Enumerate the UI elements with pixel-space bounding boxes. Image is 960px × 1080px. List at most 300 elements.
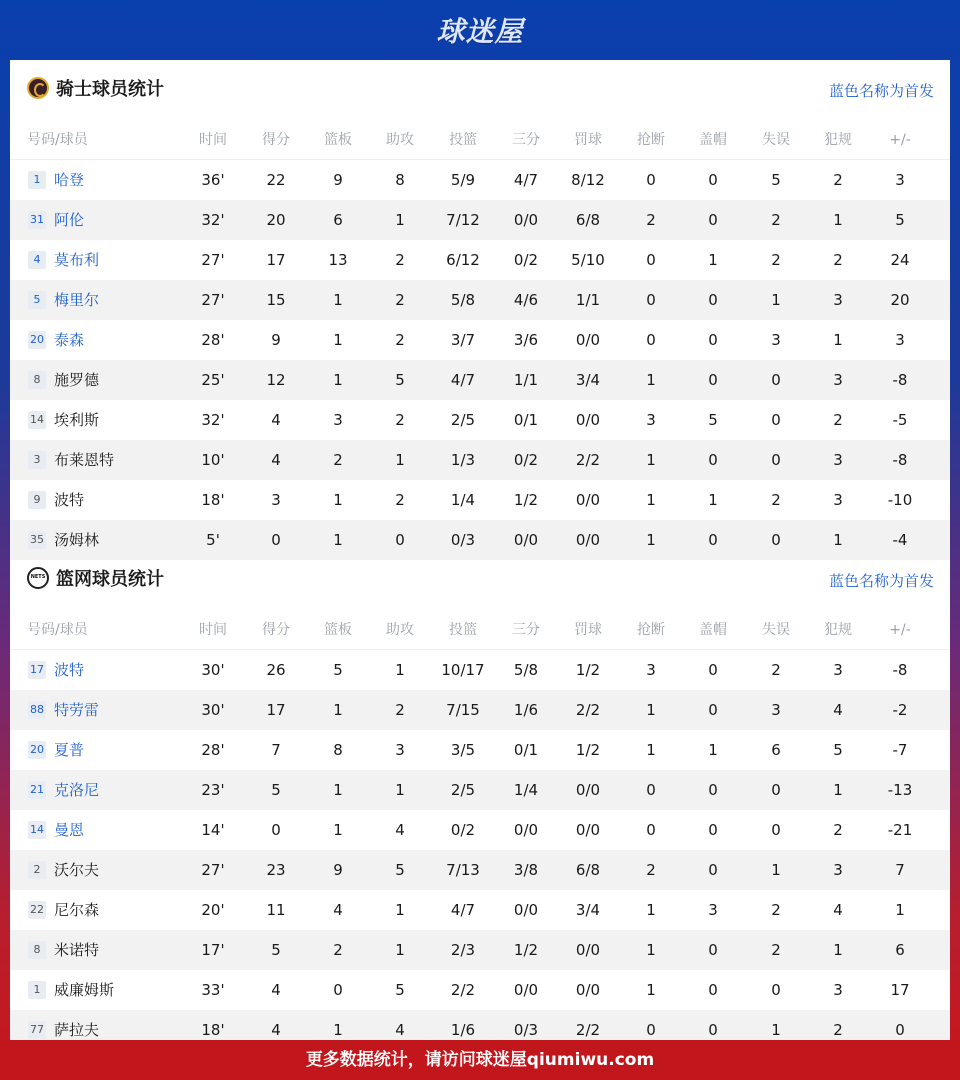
stat-cell: 0 — [771, 781, 781, 799]
stat-cell: 3/8 — [513, 861, 539, 879]
stat-cell: 3 — [646, 661, 656, 679]
stat-cell: 0/0 — [575, 531, 601, 549]
stat-cell: 14' — [201, 821, 225, 839]
player-row — [10, 360, 950, 400]
stat-cell: 7/15 — [446, 701, 480, 719]
stat-cell: 28' — [201, 741, 225, 759]
stat-cell: 0 — [708, 661, 718, 679]
site-logo: 球迷屋 — [436, 15, 524, 48]
column-header: 三分 — [512, 622, 540, 638]
stat-cell: 3 — [895, 171, 905, 189]
stat-cell: -8 — [892, 371, 908, 389]
jersey-number-badge: 1 — [28, 171, 46, 189]
stat-cell: 1 — [646, 981, 656, 999]
player-row — [10, 690, 950, 730]
column-header-player: 号码/球员 — [27, 622, 88, 638]
stat-cell: 0 — [708, 941, 718, 959]
stat-cell: 0 — [646, 1021, 656, 1039]
stat-cell: 1 — [333, 291, 343, 309]
stat-cell: 17 — [266, 701, 286, 719]
stat-cell: 27' — [201, 251, 225, 269]
player-row — [10, 480, 950, 520]
stat-cell: 1 — [333, 1021, 343, 1039]
stat-cell: 2/2 — [575, 1021, 601, 1039]
stat-cell: 2 — [833, 171, 843, 189]
stat-cell: 28' — [201, 331, 225, 349]
stat-cell: 1 — [833, 531, 843, 549]
stat-cell: 2 — [833, 821, 843, 839]
stat-cell: 18' — [201, 1021, 225, 1039]
stat-cell: 1 — [333, 531, 343, 549]
stat-cell: 8/12 — [571, 171, 605, 189]
stat-cell: 8 — [333, 741, 343, 759]
stat-cell: 27' — [201, 291, 225, 309]
jersey-number-badge: 1 — [28, 981, 46, 999]
stat-cell: 1 — [833, 781, 843, 799]
stat-cell: 0/0 — [575, 981, 601, 999]
player-name[interactable]: 沃尔夫 — [54, 861, 100, 879]
stat-cell: 26 — [266, 661, 286, 679]
stat-cell: 1/4 — [450, 491, 476, 509]
stat-cell: 1/6 — [450, 1021, 476, 1039]
column-header: 罚球 — [574, 132, 602, 148]
stat-cell: 5' — [206, 531, 220, 549]
stat-cell: 0 — [771, 531, 781, 549]
column-header: 投篮 — [449, 132, 477, 148]
stat-cell: 0 — [708, 291, 718, 309]
column-header-player: 号码/球员 — [27, 132, 88, 148]
stat-cell: 3 — [833, 661, 843, 679]
jersey-number-badge: 20 — [28, 331, 46, 349]
player-name[interactable]: 波特 — [54, 491, 85, 509]
stat-cell: 10' — [201, 451, 225, 469]
column-header: +/- — [889, 132, 911, 148]
stat-cell: 2 — [395, 411, 405, 429]
jersey-number-badge: 35 — [28, 531, 46, 549]
stat-cell: 0 — [646, 291, 656, 309]
stat-cell: 3 — [646, 411, 656, 429]
stat-cell: 0 — [895, 1021, 905, 1039]
section-header — [10, 550, 950, 610]
stat-cell: 22 — [266, 171, 286, 189]
player-row — [10, 320, 950, 360]
stat-cell: 5 — [333, 661, 343, 679]
stat-cell: 1 — [395, 211, 405, 229]
player-name[interactable]: 泰森 — [54, 331, 85, 349]
stat-cell: 0 — [708, 861, 718, 879]
stat-cell: 3 — [833, 861, 843, 879]
stat-cell: 4 — [333, 901, 343, 919]
stat-cell: 1 — [333, 491, 343, 509]
player-row — [10, 240, 950, 280]
stat-cell: 3/4 — [575, 901, 601, 919]
stat-cell: 3 — [271, 491, 281, 509]
stat-cell: 2/2 — [450, 981, 476, 999]
stat-cell: 4 — [395, 1021, 405, 1039]
stat-cell: 2 — [395, 701, 405, 719]
stat-cell: 3 — [895, 331, 905, 349]
team-title: 骑士球员统计 — [56, 79, 164, 100]
stat-cell: 5/9 — [450, 171, 476, 189]
player-name[interactable]: 夏普 — [54, 741, 85, 759]
stat-cell: 0 — [708, 451, 718, 469]
stat-cell: 5 — [771, 171, 781, 189]
stat-cell: -8 — [892, 451, 908, 469]
player-row — [10, 930, 950, 970]
stat-cell: 0 — [771, 981, 781, 999]
stat-cell: 30' — [201, 701, 225, 719]
stat-cell: 2 — [333, 451, 343, 469]
stat-cell: 0 — [646, 781, 656, 799]
stat-cell: 3/6 — [513, 331, 539, 349]
stat-cell: 4/7 — [513, 171, 539, 189]
column-header: 篮板 — [324, 622, 352, 638]
stat-cell: 0 — [708, 531, 718, 549]
stat-cell: 2 — [771, 901, 781, 919]
stat-cell: 1 — [333, 371, 343, 389]
stat-cell: 0/0 — [575, 411, 601, 429]
stat-cell: 0 — [708, 331, 718, 349]
stat-cell: 1/3 — [450, 451, 476, 469]
jersey-number-badge: 8 — [28, 941, 46, 959]
stat-cell: 2 — [395, 251, 405, 269]
stat-cell: 3 — [833, 371, 843, 389]
stat-cell: 0/0 — [575, 331, 601, 349]
stat-cell: 9 — [333, 171, 343, 189]
stat-cell: 7 — [895, 861, 905, 879]
stat-cell: 3 — [833, 981, 843, 999]
stat-cell: 1 — [333, 781, 343, 799]
jersey-number-badge: 8 — [28, 371, 46, 389]
column-header: 三分 — [512, 132, 540, 148]
stat-cell: 0/0 — [575, 491, 601, 509]
player-name[interactable]: 威廉姆斯 — [54, 981, 115, 999]
stat-cell: 0 — [395, 531, 405, 549]
stat-cell: 0/0 — [513, 821, 539, 839]
player-row — [10, 160, 950, 200]
player-row — [10, 810, 950, 850]
stat-cell: 1/2 — [575, 741, 601, 759]
player-row — [10, 890, 950, 930]
stat-cell: 18' — [201, 491, 225, 509]
player-row — [10, 400, 950, 440]
stat-cell: 1 — [771, 291, 781, 309]
player-name[interactable]: 梅里尔 — [54, 291, 100, 309]
jersey-number-badge: 77 — [28, 1021, 46, 1039]
stat-cell: 2/5 — [450, 781, 476, 799]
stat-cell: 5/10 — [571, 251, 605, 269]
stat-cell: -10 — [887, 491, 913, 509]
stat-cell: 1 — [333, 821, 343, 839]
stat-cell: 0 — [771, 371, 781, 389]
stat-cell: 17 — [890, 981, 910, 999]
jersey-number-badge: 22 — [28, 901, 46, 919]
stat-cell: 25' — [201, 371, 225, 389]
stat-cell: 36' — [201, 171, 225, 189]
stat-cell: 0 — [708, 371, 718, 389]
stat-cell: 6 — [771, 741, 781, 759]
nets-logo-icon — [27, 567, 49, 589]
player-name[interactable]: 波特 — [54, 661, 85, 679]
column-header: 抢断 — [637, 622, 665, 638]
stat-cell: 8 — [395, 171, 405, 189]
jersey-number-badge: 2 — [28, 861, 46, 879]
stat-cell: 4 — [833, 701, 843, 719]
jersey-number-badge: 5 — [28, 291, 46, 309]
stat-cell: 23' — [201, 781, 225, 799]
jersey-number-badge: 31 — [28, 211, 46, 229]
column-header: 篮板 — [324, 132, 352, 148]
stat-cell: 0 — [771, 411, 781, 429]
player-row — [10, 650, 950, 690]
stat-cell: 5 — [395, 981, 405, 999]
stat-cell: 4 — [395, 821, 405, 839]
stat-cell: 1 — [395, 941, 405, 959]
stat-cell: 4/7 — [450, 371, 476, 389]
jersey-number-badge: 17 — [28, 661, 46, 679]
column-header: 投篮 — [449, 622, 477, 638]
stat-cell: 3/7 — [450, 331, 476, 349]
stats-table — [10, 610, 950, 1050]
stat-cell: -4 — [892, 531, 908, 549]
stat-cell: 1/1 — [575, 291, 601, 309]
stat-cell: 2 — [646, 861, 656, 879]
stat-cell: 2 — [333, 941, 343, 959]
stat-cell: 0 — [771, 451, 781, 469]
column-header: 时间 — [199, 622, 227, 638]
stat-cell: 3 — [833, 451, 843, 469]
stat-cell: -5 — [892, 411, 908, 429]
stat-cell: -2 — [892, 701, 908, 719]
stat-cell: 5 — [833, 741, 843, 759]
stat-cell: 2 — [833, 1021, 843, 1039]
stat-cell: 1 — [833, 211, 843, 229]
stat-cell: 15 — [266, 291, 286, 309]
stat-cell: 4 — [271, 981, 281, 999]
stat-cell: 33' — [201, 981, 225, 999]
stat-cell: 1 — [395, 901, 405, 919]
jersey-number-badge: 88 — [28, 701, 46, 719]
stat-cell: 1 — [646, 941, 656, 959]
stat-cell: 0 — [708, 211, 718, 229]
column-header: 犯规 — [824, 622, 852, 638]
stat-cell: 23 — [266, 861, 286, 879]
stat-cell: 3/5 — [450, 741, 476, 759]
stat-cell: 1/2 — [513, 941, 539, 959]
table-header-row — [10, 610, 950, 650]
stat-cell: 0/0 — [575, 941, 601, 959]
stat-cell: 13 — [328, 251, 348, 269]
stat-cell: 1 — [646, 491, 656, 509]
jersey-number-badge: 21 — [28, 781, 46, 799]
stat-cell: 5/8 — [450, 291, 476, 309]
stat-cell: 1 — [333, 331, 343, 349]
player-name[interactable]: 萨拉夫 — [54, 1021, 100, 1039]
stat-cell: 17 — [266, 251, 286, 269]
stat-cell: 2 — [771, 491, 781, 509]
column-header: 犯规 — [824, 132, 852, 148]
stat-cell: 3 — [833, 491, 843, 509]
stat-cell: 3 — [395, 741, 405, 759]
stat-cell: 1 — [395, 451, 405, 469]
stat-cell: 1/4 — [513, 781, 539, 799]
stat-cell: 5/8 — [513, 661, 539, 679]
jersey-number-badge: 3 — [28, 451, 46, 469]
stat-cell: 0 — [646, 821, 656, 839]
player-name[interactable]: 阿伦 — [54, 211, 85, 229]
stat-cell: 2 — [833, 251, 843, 269]
stat-cell: 0/1 — [513, 741, 539, 759]
table-header-row — [10, 120, 950, 160]
stat-cell: 2 — [395, 291, 405, 309]
player-name[interactable]: 哈登 — [54, 171, 85, 189]
jersey-number-badge: 4 — [28, 251, 46, 269]
stat-cell: 4 — [271, 411, 281, 429]
stat-cell: 7/12 — [446, 211, 480, 229]
stat-cell: 11 — [266, 901, 286, 919]
stat-cell: 0/2 — [513, 251, 539, 269]
stat-cell: 0 — [708, 821, 718, 839]
stat-cell: 2 — [395, 491, 405, 509]
stat-cell: 4 — [271, 451, 281, 469]
stat-cell: 6 — [333, 211, 343, 229]
player-name[interactable]: 布莱恩特 — [54, 451, 115, 469]
stat-cell: 1/1 — [513, 371, 539, 389]
stat-cell: 0 — [708, 1021, 718, 1039]
stat-cell: 5 — [895, 211, 905, 229]
stat-cell: 6 — [895, 941, 905, 959]
stat-cell: 32' — [201, 411, 225, 429]
stat-cell: -13 — [887, 781, 913, 799]
stat-cell: 1 — [708, 251, 718, 269]
stat-cell: 0 — [333, 981, 343, 999]
stat-cell: 0/3 — [513, 1021, 539, 1039]
stat-cell: 2/5 — [450, 411, 476, 429]
stat-cell: 0 — [708, 981, 718, 999]
stat-cell: 0 — [646, 331, 656, 349]
stat-cell: 0/0 — [513, 211, 539, 229]
player-name[interactable]: 特劳雷 — [54, 701, 100, 719]
stat-cell: 1 — [395, 661, 405, 679]
section-header — [10, 60, 950, 120]
stats-card — [10, 60, 950, 1040]
stat-cell: -21 — [887, 821, 913, 839]
stat-cell: 20 — [266, 211, 286, 229]
stat-cell: 1 — [646, 371, 656, 389]
stat-cell: 0 — [708, 781, 718, 799]
player-row — [10, 280, 950, 320]
player-row — [10, 440, 950, 480]
stat-cell: 12 — [266, 371, 286, 389]
stat-cell: 2 — [395, 331, 405, 349]
player-name[interactable]: 莫布利 — [54, 251, 100, 269]
stat-cell: 5 — [395, 861, 405, 879]
player-row — [10, 970, 950, 1010]
stat-cell: 9 — [271, 331, 281, 349]
stat-cell: 1/6 — [513, 701, 539, 719]
stats-table — [10, 120, 950, 560]
stat-cell: -7 — [892, 741, 908, 759]
stat-cell: 4 — [833, 901, 843, 919]
player-name[interactable]: 埃利斯 — [54, 411, 100, 429]
stat-cell: 5 — [271, 781, 281, 799]
stat-cell: 1 — [833, 331, 843, 349]
stat-cell: 1 — [646, 531, 656, 549]
column-header: 失误 — [762, 132, 790, 148]
stat-cell: 2 — [771, 661, 781, 679]
stat-cell: 4 — [271, 1021, 281, 1039]
player-name[interactable]: 米诺特 — [54, 941, 100, 959]
stat-cell: 0/0 — [575, 781, 601, 799]
player-name[interactable]: 施罗德 — [54, 371, 100, 389]
player-row — [10, 200, 950, 240]
stat-cell: 0/0 — [513, 981, 539, 999]
stat-cell: 0/0 — [513, 531, 539, 549]
stat-cell: 5 — [708, 411, 718, 429]
stat-cell: 1 — [395, 781, 405, 799]
player-name[interactable]: 尼尔森 — [54, 901, 100, 919]
column-header: 时间 — [199, 132, 227, 148]
stat-cell: 1 — [646, 741, 656, 759]
stat-cell: 1 — [708, 491, 718, 509]
stat-cell: 0/3 — [450, 531, 476, 549]
stat-cell: 1/2 — [513, 491, 539, 509]
stat-cell: 0/2 — [513, 451, 539, 469]
stat-cell: 0/2 — [450, 821, 476, 839]
team-title: 篮网球员统计 — [56, 569, 164, 590]
player-name[interactable]: 克洛尼 — [54, 781, 100, 799]
cavaliers-logo-icon — [27, 77, 49, 99]
column-header: 助攻 — [386, 622, 414, 638]
nets-stats-section — [10, 550, 950, 1050]
stat-cell: 0 — [708, 171, 718, 189]
stat-cell: 0 — [646, 171, 656, 189]
stat-cell: 1 — [771, 861, 781, 879]
footer-banner[interactable]: 更多数据统计，请访问球迷屋qiumiwu.com — [0, 1040, 960, 1080]
stat-cell: 4/6 — [513, 291, 539, 309]
stat-cell: 0 — [771, 821, 781, 839]
stat-cell: 3/4 — [575, 371, 601, 389]
stat-cell: 7 — [271, 741, 281, 759]
stat-cell: 32' — [201, 211, 225, 229]
column-header: 助攻 — [386, 132, 414, 148]
jersey-number-badge: 14 — [28, 821, 46, 839]
stat-cell: 0/1 — [513, 411, 539, 429]
stat-cell: 27' — [201, 861, 225, 879]
stat-cell: 2/3 — [450, 941, 476, 959]
stat-cell: 2 — [771, 941, 781, 959]
column-header: +/- — [889, 622, 911, 638]
stat-cell: 0 — [271, 821, 281, 839]
stat-cell: 0 — [646, 251, 656, 269]
stat-cell: 6/8 — [575, 861, 601, 879]
player-row — [10, 730, 950, 770]
stat-cell: 17' — [201, 941, 225, 959]
stat-cell: 2 — [771, 211, 781, 229]
stat-cell: 20' — [201, 901, 225, 919]
column-header: 得分 — [262, 622, 290, 638]
stat-cell: 3 — [833, 291, 843, 309]
stat-cell: 3 — [333, 411, 343, 429]
player-name[interactable]: 汤姆林 — [54, 531, 100, 549]
stat-cell: 20 — [890, 291, 910, 309]
column-header: 罚球 — [574, 622, 602, 638]
stat-cell: 10/17 — [441, 661, 485, 679]
stat-cell: 2/2 — [575, 451, 601, 469]
player-name[interactable]: 曼恩 — [54, 821, 85, 839]
stat-cell: 24 — [890, 251, 910, 269]
stat-cell: 1 — [646, 451, 656, 469]
